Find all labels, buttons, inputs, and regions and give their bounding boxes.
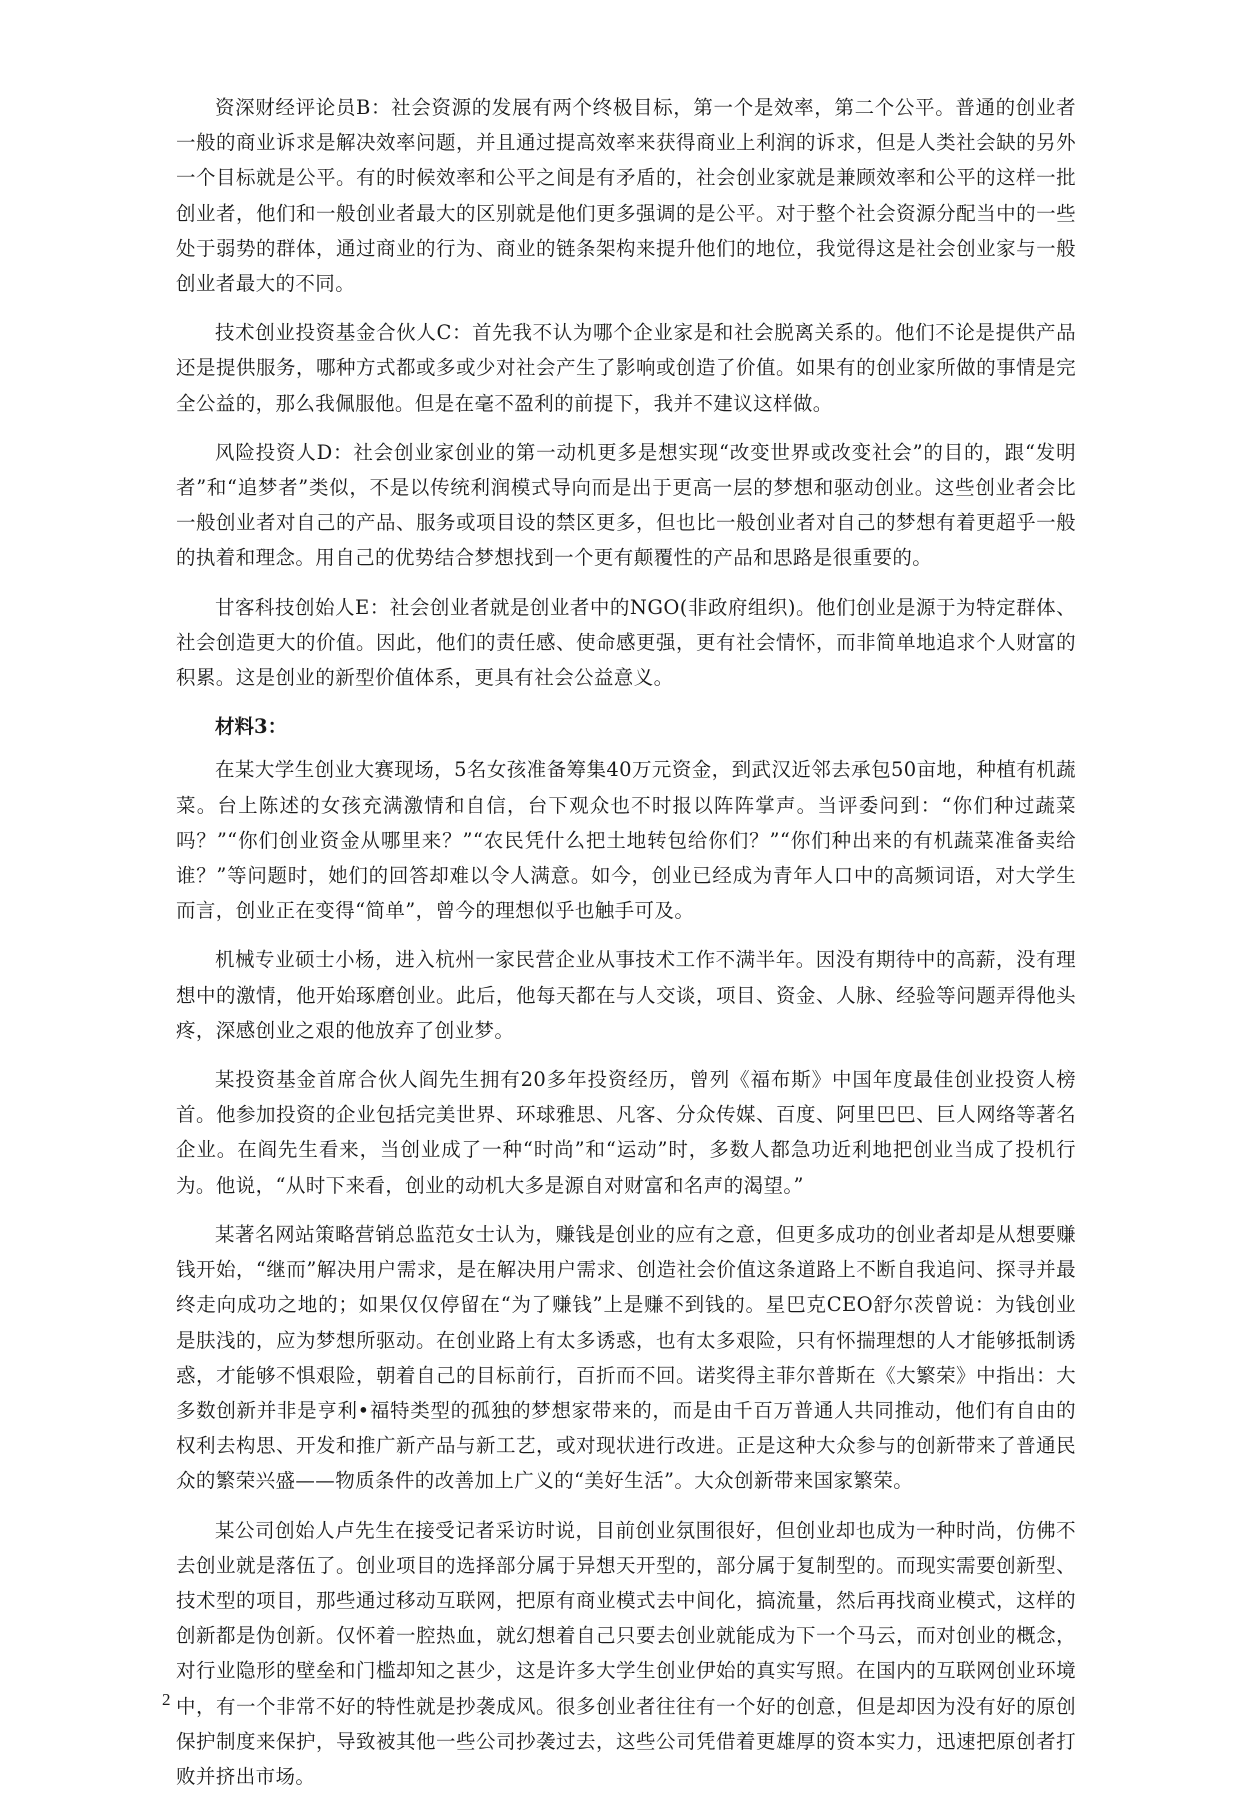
paragraph-investor-d: 风险投资人D：社会创业家创业的第一动机更多是想实现“改变世界或改变社会”的目的，跟“发明者”和“追梦者”类似，不是以传统利润模式导向而是出于更高一层的梦想和驱动创业。这些创业者会比一般创业者对自己的产品、服务或项目设的禁区更多，但也比一般创业者对自己的梦想有着更超乎一般的执着和理念。用自己的优势结合梦想找到一个更有颠覆性的产品和思路是很重要的。 [176, 440, 1076, 570]
paragraph-xiao-yang: 机械专业硕士小杨，进入杭州一家民营企业从事技术工作不满半年。因没有期待中的高薪，没有理想中的激情，他开始琢磨创业。此后，他每天都在与人交谈，项目、资金、人脉、经验等问题弄得他头疼，深感创业之艰的他放弃了创业梦。 [176, 948, 1076, 1042]
paragraph-partner-c: 技术创业投资基金合伙人C：首先我不认为哪个企业家是和社会脱离关系的。他们不论是提供产品还是提供服务，哪种方式都或多或少对社会产生了影响或创造了价值。如果有的创业家所做的事情是完全公益的，那么我佩服他。但是在毫不盈利的前提下，我并不建议这样做。 [176, 321, 1076, 415]
paragraph-mr-yan: 某投资基金首席合伙人阎先生拥有20多年投资经历，曾列《福布斯》中国年度最佳创业投资人榜首。他参加投资的企业包括完美世界、环球雅思、凡客、分众传媒、百度、阿里巴巴、巨人网络等著名企业。在阎先生看来，当创业成了一种“时尚”和“运动”时，多数人都急功近利地把创业当成了投机行为。他说，“从时下来看，创业的动机大多是源自对财富和名声的渴望。” [176, 1068, 1076, 1197]
document-body [176, 90, 1076, 1808]
paragraph-mr-lu: 某公司创始人卢先生在接受记者采访时说，目前创业氛围很好，但创业却也成为一种时尚，仿佛不去创业就是落伍了。创业项目的选择部分属于异想天开型的，部分属于复制型的。而现实需要创新型、技术型的项目，那些通过移动互联网，把原有商业模式去中间化，搞流量，然后再找商业模式，这样的创新都是伪创新。仅怀着一腔热血，就幻想着自己只要去创业就能成为下一个马云，而对创业的概念，对行业隐形的壁垒和门槛却知之甚少，这是许多大学生创业伊始的真实写照。在国内的互联网创业环境中，有一个非常不好的特性就是抄袭成风。很多创业者往往有一个好的创意，但是却因为没有好的原创保护制度来保护，导致被其他一些公司抄袭过去，这些公司凭借着更雄厚的资本实力，迅速把原创者打败并挤出市场。 [176, 1518, 1076, 1788]
paragraph-commentator-b: 资深财经评论员B：社会资源的发展有两个终极目标，第一个是效率，第二个公平。普通的创业者一般的商业诉求是解决效率问题，并且通过提高效率来获得商业上利润的诉求，但是人类社会缺的另外一个目标就是公平。有的时候效率和公平之间是有矛盾的，社会创业家就是兼顾效率和公平的这样一批创业者，他们和一般创业者最大的区别就是他们更多强调的是公平。对于整个社会资源分配当中的一些处于弱势的群体，通过商业的行为、商业的链条架构来提升他们的地位，我觉得这是社会创业家与一般创业者最大的不同。 [176, 96, 1076, 296]
paragraph-contest: 在某大学生创业大赛现场，5名女孩准备筹集40万元资金，到武汉近邻去承包50亩地，种植有机蔬菜。台上陈述的女孩充满激情和自信，台下观众也不时报以阵阵掌声。当评委问到：“你们种过蔬菜吗？”“你们创业资金从哪里来？”“农民凭什么把土地转包给你们？”“你们种出来的有机蔬菜准备卖给谁？”等问题时，她们的回答却难以令人满意。如今，创业已经成为青年人口中的高频词语，对大学生而言，创业正在变得“简单”，曾今的理想似乎也触手可及。 [176, 758, 1076, 923]
paragraph-founder-e: 甘客科技创始人E：社会创业者就是创业者中的NGO(非政府组织)。他们创业是源于为特定群体、社会创造更大的价值。因此，他们的责任感、使命感更强，更有社会情怀，而非简单地追求个人财富的积累。这是创业的新型价值体系，更具有社会公益意义。 [176, 595, 1076, 690]
material-3-heading: 材料3： [215, 715, 288, 739]
paragraph-ms-fan: 某著名网站策略营销总监范女士认为，赚钱是创业的应有之意，但更多成功的创业者却是从想要赚钱开始，“继而”解决用户需求，是在解决用户需求、创造社会价值这条道路上不断自我追问、探寻并最终走向成功之地的；如果仅仅停留在“为了赚钱”上是赚不到钱的。星巴克CEO舒尔茨曾说：为钱创业是肤浅的，应为梦想所驱动。在创业路上有太多诱惑，也有太多艰险，只有怀揣理想的人才能够抵制诱惑，才能够不惧艰险，朝着自己的目标前行，百折而不回。诺奖得主菲尔普斯在《大繁荣》中指出：大多数创新并非是亨利•福特类型的孤独的梦想家带来的，而是由千百万普通人共同推动，他们有自由的权利去构思、开发和推广新产品与新工艺，或对现状进行改进。正是这种大众参与的创新带来了普通民众的繁荣兴盛——物质条件的改善加上广义的“美好生活”。大众创新带来国家繁荣。 [176, 1222, 1076, 1493]
page-number: 2 [162, 1690, 171, 1709]
